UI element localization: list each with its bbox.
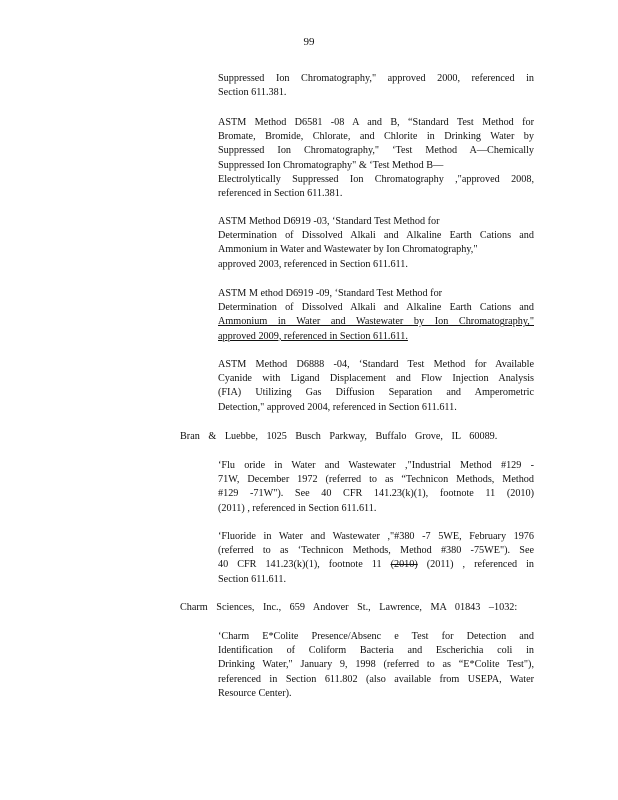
text-line: approved 2003, referenced in Section 611.611. (218, 258, 408, 270)
text-line: ASTM Method D6581 -08 A and B, “Standard Test Method for (218, 117, 534, 128)
text-line: (2011) , referenced in Section 611.611. (218, 502, 377, 514)
page-number: 99 (303, 36, 315, 48)
text-line: #129 -71W"). See 40 CFR 141.23(k)(1), footnote 11 (2010) (218, 488, 534, 500)
text-line: Suppressed Ion Chromatography" & ‘Test Method B— (218, 159, 444, 171)
text-line: Section 611.381. (218, 87, 287, 99)
citation-entry (218, 630, 534, 701)
text-line: Detection," approved 2004, referenced in Section 611.611. (218, 401, 457, 413)
text-segment: 40 CFR 141.23(k)(1), footnote 11 (218, 559, 382, 571)
text-line: Identification of Coliform Bacteria and Escherichia coli in (218, 645, 534, 657)
text-line: (referred to as ‘Technicon Methods, Method #380 -75WE"). See (218, 545, 534, 557)
text-line: Suppressed Ion Chromatography," approved 2000, referenced in (218, 73, 534, 84)
citation-entry (218, 72, 534, 100)
citation-entry-amended (218, 287, 534, 344)
text-line: Resource Center). (218, 687, 292, 699)
inserted-text-line: approved 2009, referenced in Section 611.611. (218, 330, 408, 342)
text-line: 71W, December 1972 (referred to as “Technicon Methods, Method (218, 474, 534, 486)
text-line: Bromate, Bromide, Chlorate, and Chlorite in Drinking Water by (218, 131, 534, 143)
vendor-heading: Bran & Luebbe, 1025 Busch Parkway, Buffalo Grove, IL 60089. (180, 431, 498, 442)
text-line: ‘Fluoride in Water and Wastewater ,"#380 -7 5WE, February 1976 (218, 531, 534, 542)
text-line: ‘Flu oride in Water and Wastewater ,"Industrial Method #129 - (218, 460, 534, 471)
inserted-text-line: Ammonium in Water and Wastewater by Ion Chromatography," (218, 316, 534, 328)
text-line: Section 611.611. (218, 573, 287, 585)
text-line: referenced in Section 611.802 (also available from USEPA, Water (218, 673, 534, 685)
text-line: Drinking Water," January 9, 1998 (referred to as “E*Colite Test"), (218, 659, 534, 671)
text-line: Electrolytically Suppressed Ion Chromatography ,"approved 2008, (218, 173, 534, 185)
text-line: referenced in Section 611.381. (218, 188, 343, 200)
deleted-text: (2010) (390, 559, 418, 571)
text-line (218, 558, 534, 572)
text-line: Determination of Dissolved Alkali and Alkaline Earth Cations and (218, 302, 534, 314)
text-line: ASTM Method D6888 -04, ‘Standard Test Method for Available (218, 359, 534, 370)
citation-entry (218, 530, 534, 587)
citation-entry (218, 459, 534, 516)
text-line: Cyanide with Ligand Displacement and Flow Injection Analysis (218, 373, 534, 385)
text-line: Determination of Dissolved Alkali and Alkaline Earth Cations and (218, 230, 534, 242)
text-line: ASTM M ethod D6919 -09, ‘Standard Test Method for (218, 288, 443, 299)
text-segment: (2011) , referenced in (417, 559, 535, 571)
text-line: Ammonium in Water and Wastewater by Ion Chromatography," (218, 244, 478, 256)
citation-entry (218, 116, 534, 201)
citation-entry (218, 358, 534, 415)
vendor-heading: Charm Sciences, Inc., 659 Andover St., Lawrence, MA 01843 –1032: (180, 602, 518, 613)
text-line: ASTM Method D6919 -03, ‘Standard Test Method for (218, 216, 440, 227)
text-line: Suppressed Ion Chromatography," ‘Test Method A—Chemically (218, 145, 534, 157)
citation-entry (218, 215, 534, 272)
text-line: (FIA) Utilizing Gas Diffusion Separation and Amperometric (218, 387, 534, 399)
text-line: ‘Charm E*Colite Presence/Absenc e Test for Detection and (218, 631, 534, 642)
